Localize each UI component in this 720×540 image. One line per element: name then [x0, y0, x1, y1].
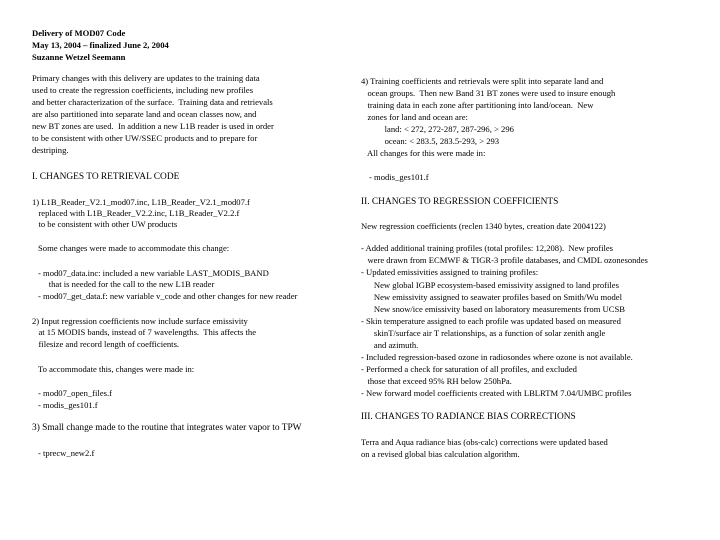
item-4-line: land: < 272, 272-287, 287-296, > 296 — [361, 124, 514, 134]
section-3-text: Terra and Aqua radiance bias (obs-calc) corrections were updated based — [361, 437, 608, 447]
section-2-item: and azimuth. — [361, 340, 419, 350]
item-4-line: training data in each zone after partitioning into land/ocean. New — [361, 100, 594, 110]
section-2-item: skinT/surface air T relationships, as a function of solar zenith angle — [361, 328, 606, 338]
intro-line: destriping. — [32, 145, 69, 155]
section-2-intro: New regression coefficients (reclen 1340 bytes, creation date 2004122) — [361, 221, 606, 231]
item-2-note: To accommodate this, changes were made in: — [38, 364, 195, 374]
item-2-line: filesize and record length of coefficients. — [32, 339, 180, 349]
section-2-item: were drawn from ECMWF & TIGR-3 profile databases, and CMDL ozonesondes — [361, 255, 648, 265]
intro-line: to be consistent with other UW/SSEC products and to prepare for — [32, 133, 258, 143]
section-2-item: - Included regression-based ozone in radiosondes where ozone is not available. — [361, 352, 633, 362]
document-title: Delivery of MOD07 Code — [32, 28, 126, 38]
document-author: Suzanne Wetzel Seemann — [32, 52, 126, 62]
item-4-line: ocean: < 283.5, 283.5-293, > 293 — [361, 136, 500, 146]
item-4-line: ocean groups. Then new Band 31 BT zones were used to insure enough — [361, 88, 616, 98]
item-1-note: Some changes were made to accommodate this change: — [38, 243, 230, 253]
item-4-line: 4) Training coefficients and retrievals were split into separate land and — [361, 76, 604, 86]
item-2-line: 2) Input regression coefficients now include surface emissivity — [32, 316, 248, 326]
item-4-line: zones for land and ocean are: — [361, 112, 468, 122]
section-2-item: New emissivity assigned to seawater profiles based on Smith/Wu model — [361, 292, 623, 302]
section-2-heading: II. CHANGES TO REGRESSION COEFFICIENTS — [361, 197, 559, 207]
document-date: May 13, 2004 – finalized June 2, 2004 — [32, 40, 169, 50]
section-2-item: - Added additional training profiles (total profiles: 12,208). New profiles — [361, 243, 614, 253]
section-2-item: those that exceed 95% RH below 250hPa. — [361, 376, 512, 386]
item-3-file: - tprecw_new2.f — [38, 448, 95, 458]
item-3-line: 3) Small change made to the routine that integrates water vapor to TPW — [32, 423, 302, 433]
intro-line: and better characterization of the surface. Training data and retrievals — [32, 97, 273, 107]
section-2-item: - New forward model coefficients created with LBLRTM 7.04/UMBC profiles — [361, 388, 632, 398]
intro-line: new BT zones are used. In addition a new L1B reader is used in order — [32, 121, 274, 131]
item-1-line: 1) L1B_Reader_V2.1_mod07.inc, L1B_Reader_V2.1_mod07.f — [32, 197, 250, 207]
section-2-item: New snow/ice emissivity based on laboratory measurements from UCSB — [361, 304, 625, 314]
item-2-file: - mod07_open_files.f — [38, 388, 112, 398]
item-2-file: - modis_ges101.f — [38, 400, 98, 410]
section-1-heading: I. CHANGES TO RETRIEVAL CODE — [32, 172, 180, 182]
section-2-item: - Skin temperature assigned to each profile was updated based on measured — [361, 316, 621, 326]
section-2-item: - Updated emissivities assigned to training profiles: — [361, 267, 539, 277]
item-1-change: that is needed for the call to the new L1B reader — [38, 279, 215, 289]
section-2-item: - Performed a check for saturation of all profiles, and excluded — [361, 364, 577, 374]
intro-line: used to create the regression coefficients, including new profiles — [32, 85, 254, 95]
intro-line: are also partitioned into separate land and ocean classes now, and — [32, 109, 257, 119]
item-1-change: - mod07_data.inc: included a new variable LAST_MODIS_BAND — [38, 268, 269, 278]
item-2-line: at 15 MODIS bands, instead of 7 wavelengths. This affects the — [32, 327, 257, 337]
intro-line: Primary changes with this delivery are updates to the training data — [32, 73, 260, 83]
section-2-item: New global IGBP ecosystem-based emissivity assigned to land profiles — [361, 280, 619, 290]
item-1-line: to be consistent with other UW products — [32, 219, 178, 229]
item-1-change: - mod07_get_data.f: new variable v_code and other changes for new reader — [38, 291, 298, 301]
section-3-text: on a revised global bias calculation algorithm. — [361, 449, 520, 459]
item-4-line: All changes for this were made in: — [361, 148, 486, 158]
item-1-line: replaced with L1B_Reader_V2.2.inc, L1B_Reader_V2.2.f — [32, 208, 240, 218]
section-3-heading: III. CHANGES TO RADIANCE BIAS CORRECTIONS — [361, 412, 576, 422]
item-4-file: - modis_ges101.f — [369, 172, 429, 182]
